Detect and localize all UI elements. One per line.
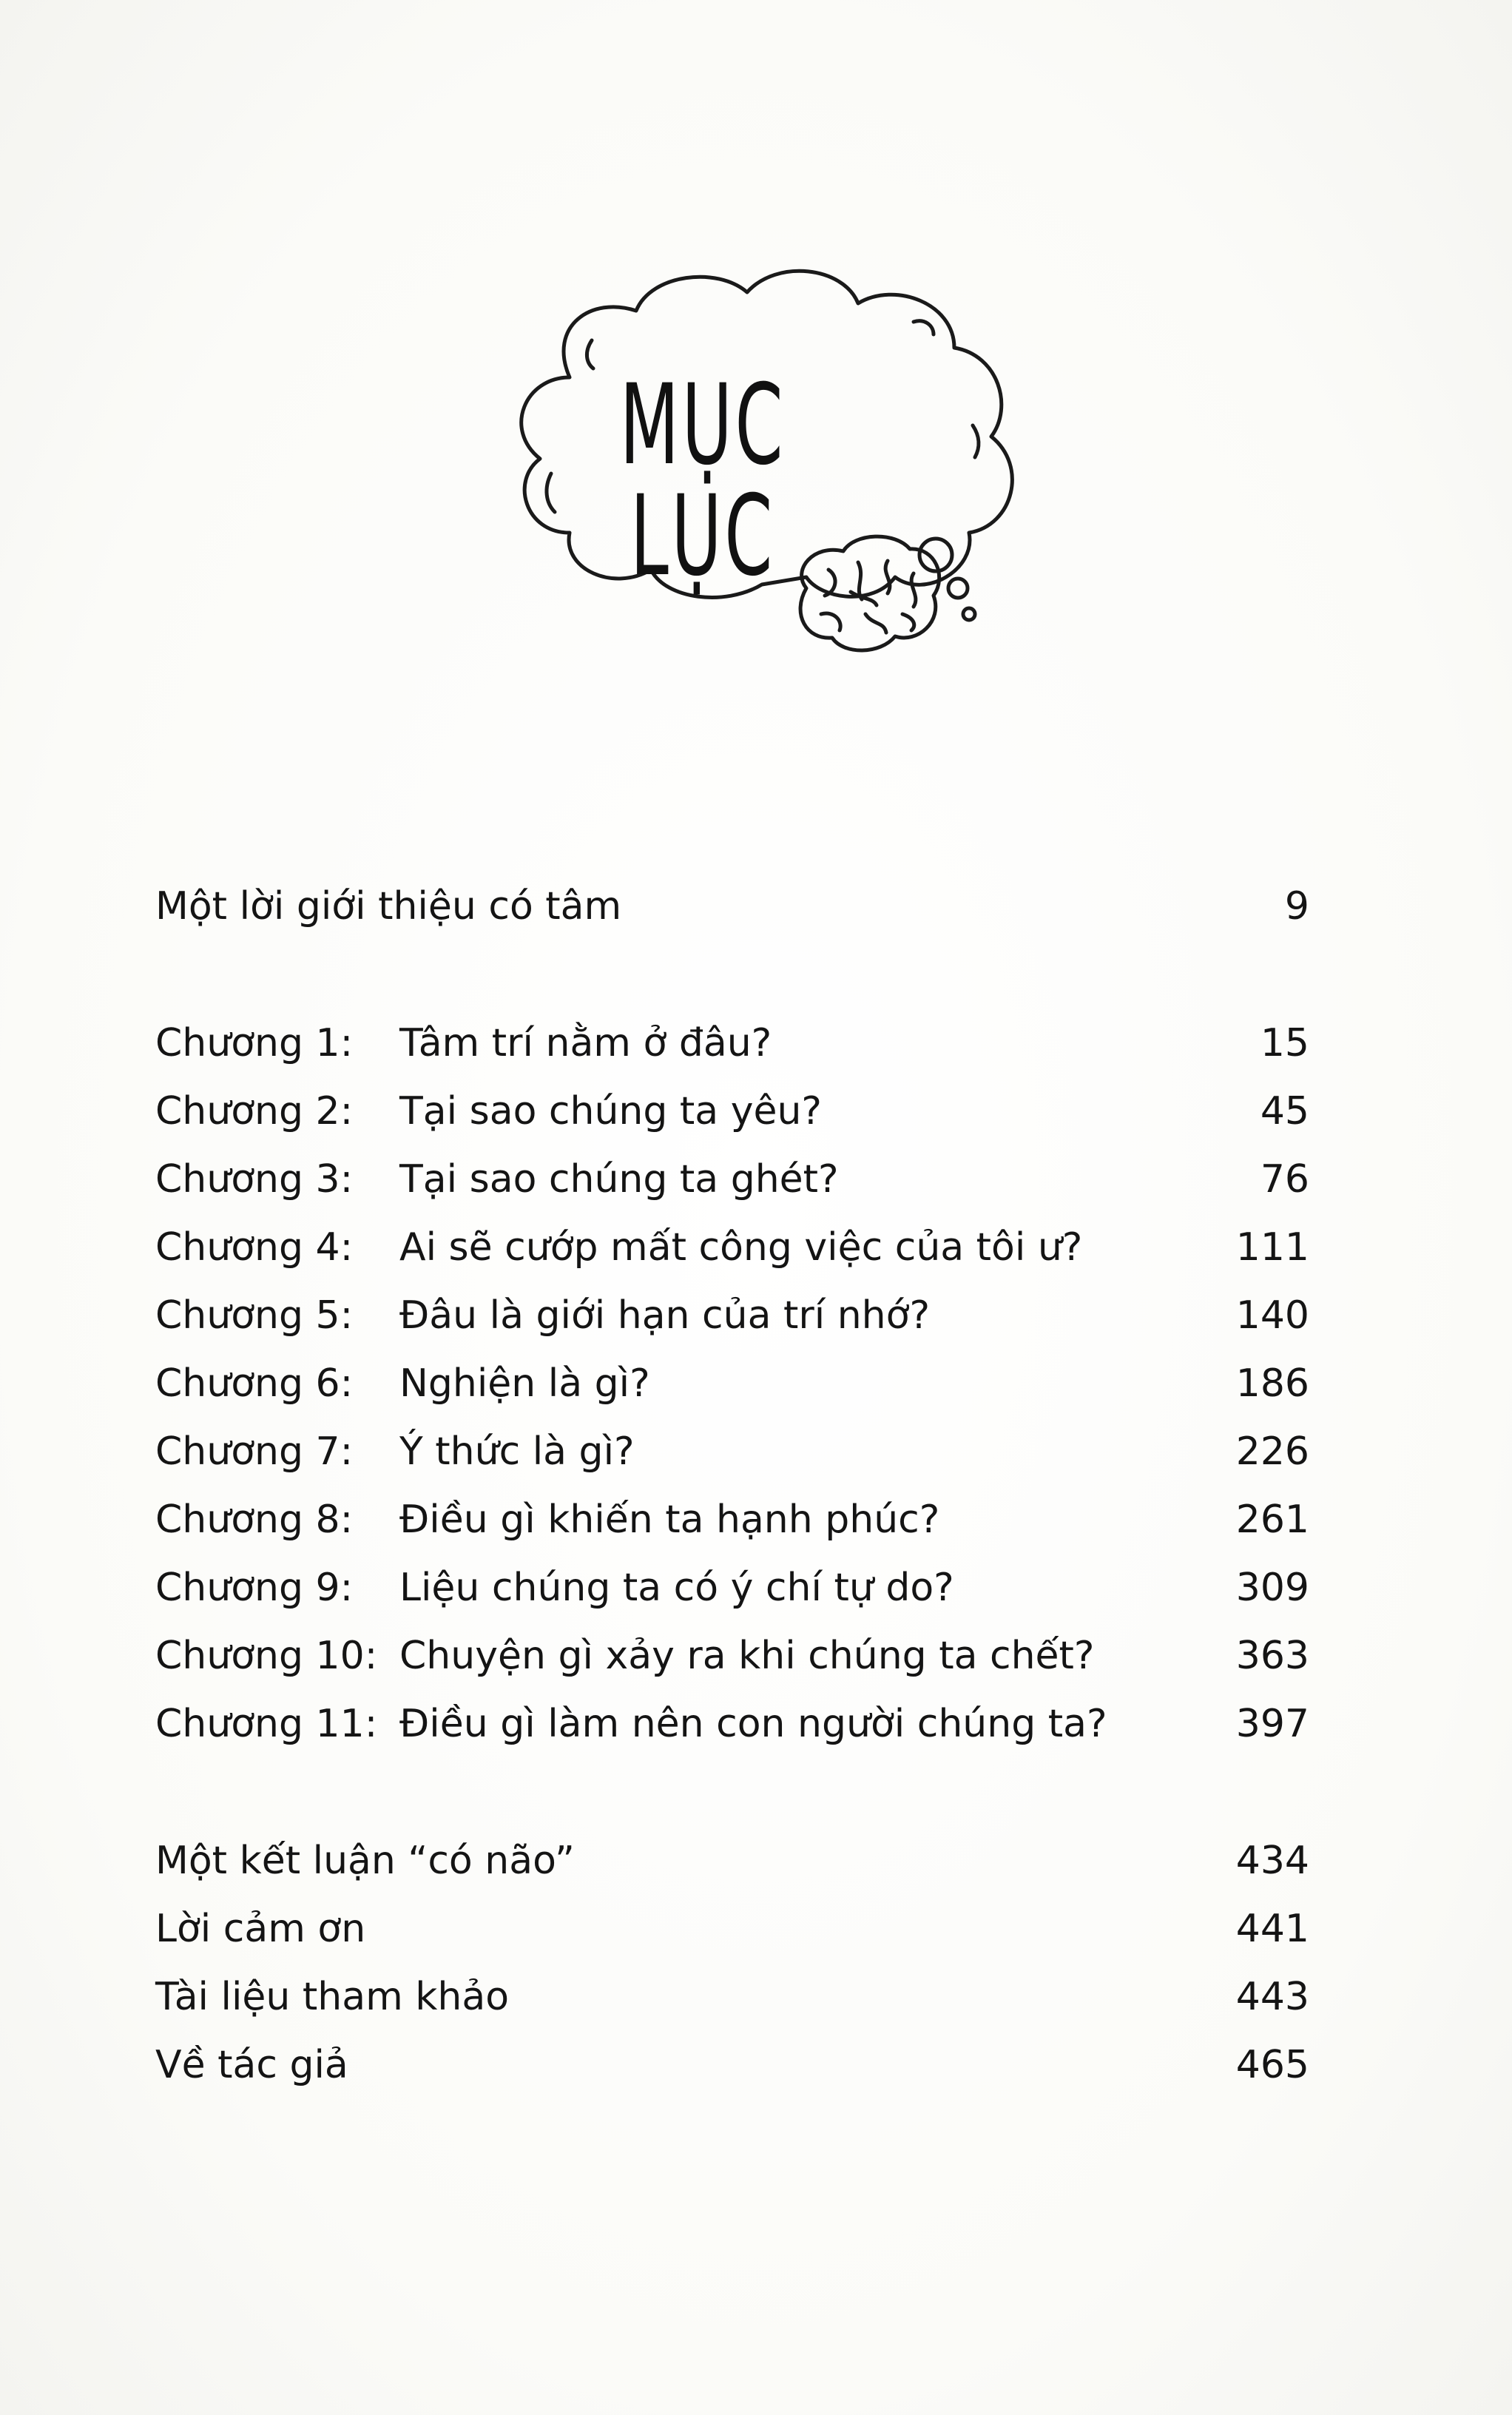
chapter-page: 111 xyxy=(1235,1225,1309,1270)
toc-entry-chapter-7[interactable] xyxy=(155,1422,1309,1481)
chapter-title: Tại sao chúng ta yêu? xyxy=(399,1089,823,1134)
chapter-label: Chương 7: xyxy=(155,1429,354,1474)
toc-entry-title: Một lời giới thiệu có tâm xyxy=(155,884,622,929)
chapter-title: Đâu là giới hạn của trí nhớ? xyxy=(399,1293,931,1338)
toc-entry-chapter-6[interactable] xyxy=(155,1354,1309,1413)
toc-entry-chapter-10[interactable] xyxy=(155,1626,1309,1685)
toc-entry-title: Tài liệu tham khảo xyxy=(155,1975,510,2019)
chapter-label: Chương 9: xyxy=(155,1566,354,1610)
chapter-title: Chuyện gì xảy ra khi chúng ta chết? xyxy=(399,1634,1095,1678)
chapter-label: Chương 4: xyxy=(155,1225,354,1270)
chapter-title: Điều gì làm nên con người chúng ta? xyxy=(399,1702,1107,1746)
chapter-page: 363 xyxy=(1235,1634,1309,1678)
chapter-title: Tâm trí nằm ở đâu? xyxy=(399,1021,772,1065)
toc-entry-chapter-5[interactable] xyxy=(155,1286,1309,1345)
chapter-title: Tại sao chúng ta ghét? xyxy=(399,1157,839,1202)
chapter-label: Chương 1: xyxy=(155,1021,354,1065)
toc-entry-references[interactable] xyxy=(155,1967,1309,2027)
chapter-label: Chương 2: xyxy=(155,1089,354,1134)
toc-entry-acknowledgements[interactable] xyxy=(155,1899,1309,1958)
toc-entry-chapter-3[interactable] xyxy=(155,1150,1309,1209)
toc-entry-introduction[interactable] xyxy=(155,877,1309,936)
toc-entry-conclusion[interactable] xyxy=(155,1831,1309,1890)
chapter-label: Chương 3: xyxy=(155,1157,354,1202)
toc-entry-title: Một kết luận “có não” xyxy=(155,1839,575,1883)
toc-entry-chapter-4[interactable] xyxy=(155,1218,1309,1277)
chapter-page: 261 xyxy=(1235,1498,1309,1542)
chapter-title: Ý thức là gì? xyxy=(399,1429,635,1474)
toc-entry-page: 465 xyxy=(1235,2043,1309,2087)
chapter-page: 15 xyxy=(1260,1021,1309,1065)
chapter-label: Chương 8: xyxy=(155,1498,354,1542)
page-title: MỤC LỤC xyxy=(619,361,786,601)
toc-entry-chapter-1[interactable] xyxy=(155,1014,1309,1073)
chapter-page: 45 xyxy=(1260,1089,1309,1134)
chapter-title: Nghiện là gì? xyxy=(399,1361,650,1406)
chapter-page: 186 xyxy=(1235,1361,1309,1406)
chapter-label: Chương 5: xyxy=(155,1293,354,1338)
toc-entry-page: 443 xyxy=(1235,1975,1309,2019)
chapter-label: Chương 6: xyxy=(155,1361,354,1406)
toc-entry-page: 441 xyxy=(1235,1907,1309,1951)
chapter-page: 397 xyxy=(1235,1702,1309,1746)
chapter-label: Chương 10: xyxy=(155,1634,378,1678)
toc-entry-page: 9 xyxy=(1284,884,1309,929)
toc-entry-page: 434 xyxy=(1235,1839,1309,1883)
toc-entry-chapter-9[interactable] xyxy=(155,1558,1309,1617)
toc-entry-title: Về tác giả xyxy=(155,2043,348,2087)
chapter-page: 140 xyxy=(1235,1293,1309,1338)
chapter-title: Liệu chúng ta có ý chí tự do? xyxy=(399,1566,954,1610)
toc-entry-title: Lời cảm ơn xyxy=(155,1907,366,1951)
chapter-page: 309 xyxy=(1235,1566,1309,1610)
chapter-label: Chương 11: xyxy=(155,1702,378,1746)
toc-entry-chapter-8[interactable] xyxy=(155,1490,1309,1549)
toc-entry-chapter-2[interactable] xyxy=(155,1082,1309,1141)
toc-entry-chapter-11[interactable] xyxy=(155,1694,1309,1754)
chapter-title: Ai sẽ cướp mất công việc của tôi ư? xyxy=(399,1225,1083,1270)
chapter-page: 226 xyxy=(1235,1429,1309,1474)
chapter-title: Điều gì khiến ta hạnh phúc? xyxy=(399,1498,940,1542)
toc-entry-about-authors[interactable] xyxy=(155,2035,1309,2095)
chapter-page: 76 xyxy=(1260,1157,1309,1202)
